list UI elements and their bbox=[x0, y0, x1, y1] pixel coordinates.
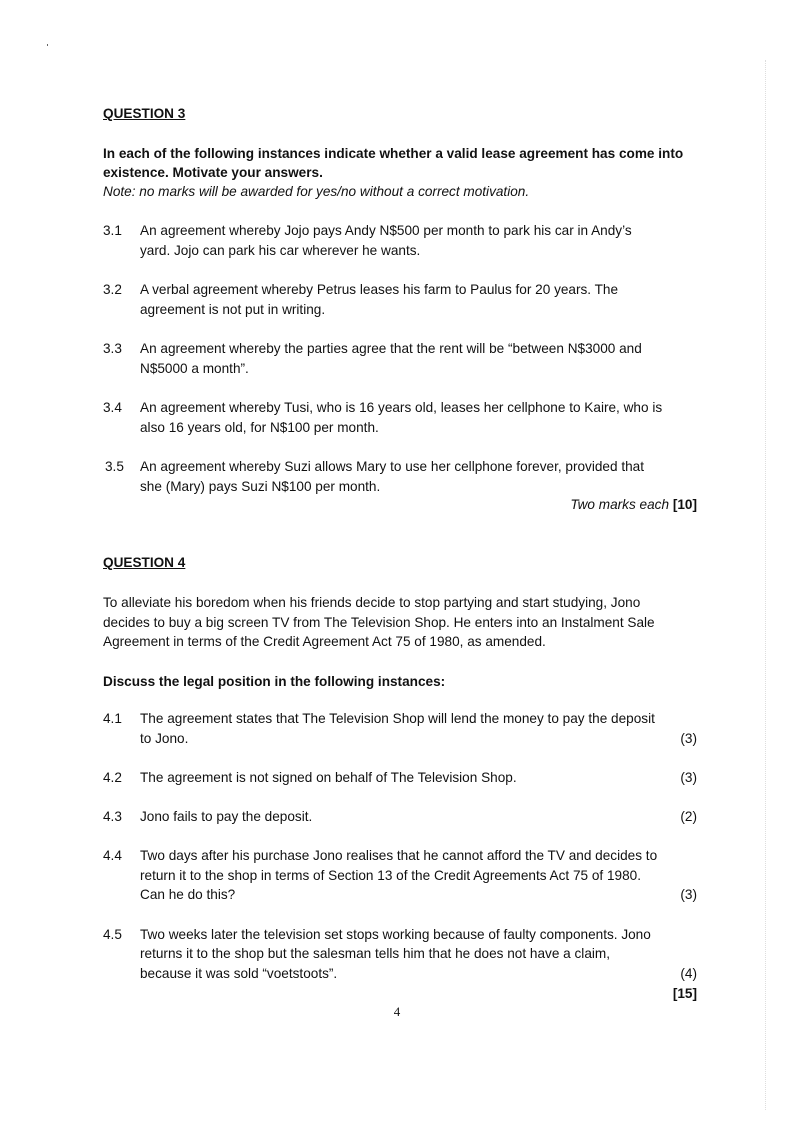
item-text: returns it to the shop but the salesman tells him that he does not have a claim, bbox=[140, 946, 610, 961]
marks-text: Two marks each bbox=[570, 497, 670, 512]
q3-instruction-line: existence. Motivate your answers. bbox=[103, 165, 323, 180]
item-text: Two weeks later the television set stops working because of faulty components. Jono bbox=[140, 927, 651, 942]
item-text: An agreement whereby Tusi, who is 16 years old, leases her cellphone to Kaire, who is bbox=[140, 400, 663, 415]
item-number: 3.3 bbox=[103, 341, 122, 356]
item-number: 3.4 bbox=[103, 400, 122, 415]
item-text: The agreement states that The Television Shop will lend the money to pay the deposit bbox=[140, 711, 655, 726]
item-text: because it was sold “voetstoots”. bbox=[140, 966, 338, 981]
q4-paragraph-line: To alleviate his boredom when his friends decide to stop partying and start studying, Jono bbox=[103, 595, 641, 610]
item-text: yard. Jojo can park his car wherever he wants. bbox=[140, 243, 421, 258]
item-text: to Jono. bbox=[140, 731, 189, 746]
item-number: 4.5 bbox=[103, 927, 122, 942]
item-marks: (2) bbox=[680, 809, 697, 824]
item-text: return it to the shop in terms of Section 13 of the Credit Agreements Act 75 of 1980. bbox=[140, 868, 641, 883]
q3-instruction-line: In each of the following instances indicate whether a valid lease agreement has come into bbox=[103, 146, 684, 161]
item-text: agreement is not put in writing. bbox=[140, 302, 326, 317]
item-text: An agreement whereby Suzi allows Mary to use her cellphone forever, provided that bbox=[140, 459, 644, 474]
item-marks: (4) bbox=[680, 966, 697, 981]
question-4-heading: QUESTION 4 bbox=[103, 555, 186, 570]
item-text: An agreement whereby the parties agree that the rent will be “between N$3000 and bbox=[140, 341, 642, 356]
item-marks: (3) bbox=[680, 887, 697, 902]
item-text: A verbal agreement whereby Petrus leases his farm to Paulus for 20 years. The bbox=[140, 282, 619, 297]
item-text: also 16 years old, for N$100 per month. bbox=[140, 420, 379, 435]
q4-total: [15] bbox=[672, 986, 697, 1001]
item-text: Two days after his purchase Jono realises that he cannot afford the TV and decides to bbox=[140, 848, 658, 863]
item-number: 4.3 bbox=[103, 809, 122, 824]
q4-paragraph-line: decides to buy a big screen TV from The Television Shop. He enters into an Instalment Sale bbox=[103, 615, 655, 630]
item-marks: (3) bbox=[680, 770, 697, 785]
page-number: 4 bbox=[393, 1004, 401, 1019]
item-number: 4.2 bbox=[103, 770, 122, 785]
item-number: 4.4 bbox=[103, 848, 122, 863]
item-number: 3.1 bbox=[103, 223, 122, 238]
item-number: 3.5 bbox=[105, 459, 124, 474]
page-edge bbox=[765, 60, 766, 1110]
question-3-heading: QUESTION 3 bbox=[103, 106, 186, 121]
scan-speck bbox=[47, 44, 48, 46]
q3-total: [10] bbox=[672, 497, 697, 512]
item-text: An agreement whereby Jojo pays Andy N$500 per month to park his car in Andy’s bbox=[140, 223, 632, 238]
item-text: she (Mary) pays Suzi N$100 per month. bbox=[140, 479, 381, 494]
item-text: The agreement is not signed on behalf of The Television Shop. bbox=[140, 770, 517, 785]
item-text: N$5000 a month”. bbox=[140, 361, 249, 376]
q3-note: Note: no marks will be awarded for yes/no without a correct motivation. bbox=[103, 184, 530, 199]
item-number: 4.1 bbox=[103, 711, 122, 726]
item-marks: (3) bbox=[680, 731, 697, 746]
item-text: Jono fails to pay the deposit. bbox=[140, 809, 313, 824]
q4-instruction: Discuss the legal position in the following instances: bbox=[103, 674, 446, 689]
q3-marks bbox=[570, 495, 697, 515]
item-number: 3.2 bbox=[103, 282, 122, 297]
item-text: Can he do this? bbox=[140, 887, 236, 902]
q4-paragraph-line: Agreement in terms of the Credit Agreement Act 75 of 1980, as amended. bbox=[103, 634, 546, 649]
